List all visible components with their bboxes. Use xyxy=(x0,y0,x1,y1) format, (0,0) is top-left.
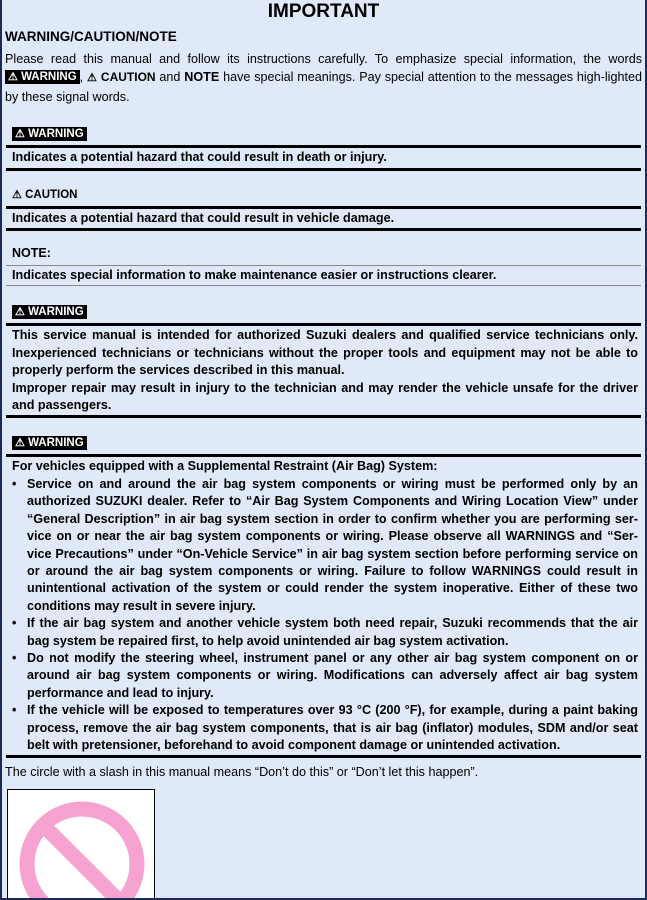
note-definition-box xyxy=(6,244,641,286)
warning-triangle-icon: ⚠ xyxy=(15,437,25,450)
section-heading: WARNING/CAUTION/NOTE xyxy=(5,29,177,44)
inline-warning-text: WARNING xyxy=(21,71,77,84)
list-item xyxy=(12,650,638,702)
caution-signal-text: CAUTION xyxy=(25,188,78,201)
caution-definition-box xyxy=(6,185,641,231)
inline-caution-label xyxy=(87,70,156,84)
airbag-warning-lead: For vehicles equipped with a Supplemental Restraint (Air Bag) System: xyxy=(12,459,438,474)
bullet-icon: • xyxy=(12,616,17,631)
list-item xyxy=(12,476,638,615)
warning-triangle-icon: ⚠ xyxy=(8,71,18,84)
prohibition-symbol-box xyxy=(7,789,155,900)
service-warning-para1: This service manual is intended for authorized Suzuki dealers and qualified service technicians only. Inexperienced technicians or technicians without the proper tools and equipment may not be able to properly perform the services described in this manual. xyxy=(12,328,638,378)
service-manual-warning-box xyxy=(6,302,641,418)
warning-triangle-icon: ⚠ xyxy=(15,128,25,141)
list-item-text: Do not modify the steering wheel, instrument panel or any other air bag system component on or around air bag system components or wiring. Modifications can adversely affect air bag system performance and lead to injury. xyxy=(27,650,638,700)
intro-and: and xyxy=(155,70,185,85)
airbag-warning-box xyxy=(6,433,641,758)
bullet-icon: • xyxy=(12,476,17,491)
warning-signal-text: WARNING xyxy=(28,128,84,141)
list-item xyxy=(12,702,638,754)
warning-definition-box xyxy=(6,124,641,170)
intro-separator: , xyxy=(79,70,88,85)
note-definition-text: Indicates special information to make maintenance easier or instructions clearer. xyxy=(12,268,497,283)
service-warning-body xyxy=(6,326,641,415)
airbag-warning-body xyxy=(6,457,641,755)
intro-part2: have special meanings. Pay special attention to the messages high-lighted by these signal words. xyxy=(5,70,642,104)
warning-signal-text: WARNING xyxy=(28,437,84,450)
warning-definition-text: Indicates a potential hazard that could result in death or injury. xyxy=(12,150,387,165)
bullet-icon: • xyxy=(12,650,17,665)
list-item xyxy=(12,615,638,650)
inline-caution-text: CAUTION xyxy=(100,70,156,85)
inline-warning-label xyxy=(5,70,80,84)
warning-signal-label xyxy=(12,305,87,319)
bullet-icon: • xyxy=(12,703,17,718)
intro-part1: Please read this manual and follow its instructions carefully. To emphasize special information, the words xyxy=(5,52,642,66)
warning-triangle-icon: ⚠ xyxy=(15,306,25,319)
note-signal-label: NOTE: xyxy=(12,246,51,261)
prohibition-circle-icon xyxy=(8,790,154,900)
warning-signal-label xyxy=(12,127,87,141)
airbag-warning-list xyxy=(12,476,638,755)
caution-triangle-icon: ⚠ xyxy=(87,72,98,85)
list-item-text: If the air bag system and another vehicle system both need repair, Suzuki recommends that the air bag system be repaired first, to help avoid unintended air bag system activation. xyxy=(27,616,638,648)
warning-signal-label xyxy=(12,436,87,450)
caution-triangle-icon: ⚠ xyxy=(12,188,22,201)
footer-note: The circle with a slash in this manual means “Don’t do this” or “Don’t let this happen”. xyxy=(5,765,479,780)
intro-paragraph xyxy=(5,50,642,106)
list-item-text: If the vehicle will be exposed to temperatures over 93 °C (200 °F), for example, during a paint baking process, remove the air bag system components, that is air bag (inflator) modules, SDM and/or seat belt with pretensioner, beforehand to avoid component damage or unintended activation. xyxy=(27,703,638,752)
caution-definition-text: Indicates a potential hazard that could result in vehicle damage. xyxy=(12,210,395,225)
list-item-text: Service on and around the air bag system components or wiring must be performed only by an authorized SUZUKI dealer. Refer to “Air Bag System Components and Wiring Location View” under “General Description” in air bag system section in order to confirm whether you are performing ser-vice on or near the air bag system components or wiring. Please observe all WARNINGS and “Ser-vice Precautions” under “On-Vehicle Service” in air bag system section before performing service on or around the air bag system components or wiring. Failure to follow WARNINGS could result in unintentional activation of the system or could render the system inoperative. Either of these two conditions may result in severe injury. xyxy=(27,476,638,613)
inline-note-label: NOTE xyxy=(184,70,220,85)
page-title: IMPORTANT xyxy=(267,1,380,22)
service-warning-para2: Improper repair may result in injury to the technician and may render the vehicle unsafe for the driver and passengers. xyxy=(12,380,638,413)
warning-signal-text: WARNING xyxy=(28,306,84,319)
caution-signal-label xyxy=(12,189,77,201)
